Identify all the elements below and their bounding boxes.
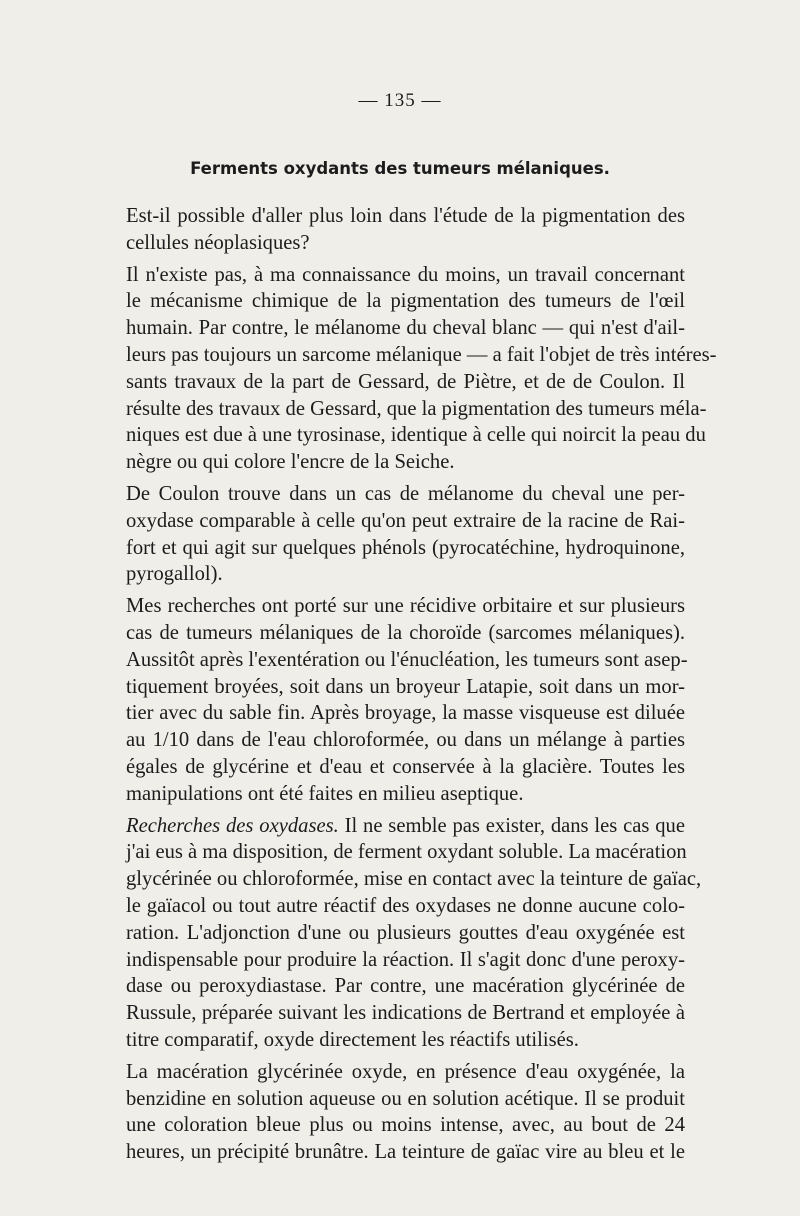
text-line: pyrogallol).	[126, 563, 223, 586]
text-line: le mécanisme chimique de la pigmentation des tumeurs de l'œil	[126, 290, 685, 313]
text-line: ration. L'adjonction d'une ou plusieurs gouttes d'eau oxygénée est	[126, 921, 685, 944]
text-line: cellules néoplasiques?	[126, 231, 310, 254]
text-line: une coloration bleue plus ou moins intense, avec, au bout de 24	[126, 1114, 685, 1137]
body-text	[104, 203, 717, 1171]
text-line: j'ai eus à ma disposition, de ferment oxydant soluble. La macération	[126, 841, 687, 864]
text-line: dase ou peroxydiastase. Par contre, une macération glycérinée de	[126, 975, 685, 998]
text-line: cas de tumeurs mélaniques de la choroïde (sarcomes mélaniques).	[126, 621, 685, 644]
paragraph	[104, 593, 688, 807]
section-title: Ferments oxydants des tumeurs mélaniques.	[190, 159, 610, 178]
text-line: indispensable pour produire la réaction. Il s'agit donc d'une peroxy-	[126, 948, 685, 971]
text-line: sants travaux de la part de Gessard, de Piètre, et de de Coulon. Il	[126, 370, 685, 393]
text-line: leurs pas toujours un sarcome mélanique — a fait l'objet de très intéres-	[126, 343, 717, 366]
page-number: — 135 —	[358, 90, 442, 111]
text-line: le gaïacol ou tout autre réactif des oxydases ne donne aucune colo-	[126, 894, 685, 917]
text-line: Il n'existe pas, à ma connaissance du moins, un travail concernant	[126, 263, 685, 286]
text-line	[104, 813, 685, 840]
text-line: nègre ou qui colore l'encre de la Seiche.	[126, 451, 455, 474]
text-line: humain. Par contre, le mélanome du cheval blanc — qui n'est d'ail-	[126, 317, 685, 340]
paragraph	[104, 1059, 685, 1166]
text-line: De Coulon trouve dans un cas de mélanome du cheval une per-	[126, 482, 685, 505]
italic-heading: Recherches des oxydases.	[126, 814, 339, 837]
text-line: oxydase comparable à celle qu'on peut extraire de la racine de Rai-	[126, 509, 685, 532]
text-line: Mes recherches ont porté sur une récidive orbitaire et sur plusieurs	[126, 595, 685, 618]
paragraph	[104, 813, 702, 1054]
text-line: heures, un précipité brunâtre. La teinture de gaïac vire au bleu et le	[126, 1141, 685, 1164]
text-line: tiquement broyées, soit dans un broyeur Latapie, soit dans un mor-	[126, 675, 685, 698]
text-line: niques est due à une tyrosinase, identique à celle qui noircit la peau du	[126, 424, 706, 447]
text-line: glycérinée ou chloroformée, mise en contact avec la teinture de gaïac,	[126, 868, 702, 891]
text-line: résulte des travaux de Gessard, que la pigmentation des tumeurs méla-	[126, 397, 707, 420]
text-line: La macération glycérinée oxyde, en présence d'eau oxygénée, la	[126, 1060, 685, 1083]
text-fragment: Il ne semble pas exister, dans les cas que	[338, 814, 685, 837]
text-line: manipulations ont été faites en milieu aseptique.	[126, 782, 524, 805]
paragraph	[104, 262, 717, 476]
text-line: égales de glycérine et d'eau et conservée à la glacière. Toutes les	[126, 755, 685, 778]
text-line: au 1/10 dans de l'eau chloroformée, ou dans un mélange à parties	[126, 729, 685, 752]
text-line: tier avec du sable fin. Après broyage, la masse visqueuse est diluée	[126, 702, 685, 725]
text-line: Est-il possible d'aller plus loin dans l'étude de la pigmentation des	[126, 205, 685, 227]
paragraph	[104, 481, 685, 588]
text-line: benzidine en solution aqueuse ou en solution acétique. Il se produit	[126, 1087, 685, 1110]
text-line: Aussitôt après l'exentération ou l'énucléation, les tumeurs sont asep-	[126, 648, 688, 671]
text-line: titre comparatif, oxyde directement les réactifs utilisés.	[126, 1028, 579, 1051]
text-line: fort et qui agit sur quelques phénols (pyrocatéchine, hydroquinone,	[126, 536, 685, 559]
text-line: Russule, préparée suivant les indications de Bertrand et employée à	[126, 1002, 685, 1025]
paragraph	[104, 203, 685, 257]
